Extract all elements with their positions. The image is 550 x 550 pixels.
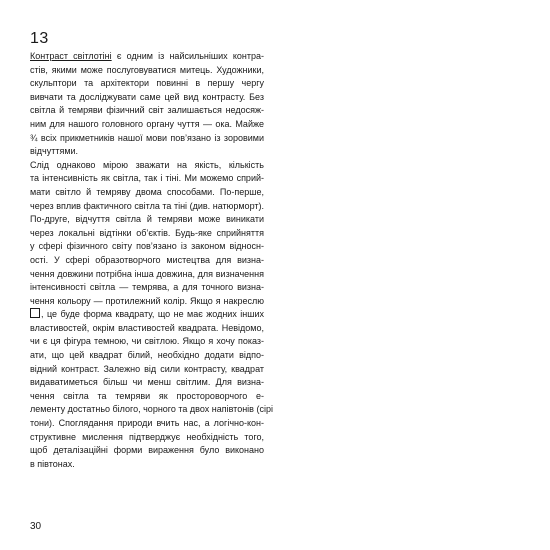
text-line: ати, що цей квадрат білий, необхідно додати відпо- xyxy=(30,350,264,361)
text-line: щоб деталізаційні форми вираження було виконано xyxy=(30,445,264,456)
text-line: Контраст світлотіні є одним із найсильніших контра- xyxy=(30,51,265,61)
text-line: вивчати та досліджувати саме цей вид контрасту. Без xyxy=(30,91,264,102)
text-line: властивостей, окрім властивостей квадрата. Невідомо, xyxy=(30,322,264,333)
text-line: структивне мислення підтверджує необхідність того, xyxy=(30,431,264,442)
text-line: чення довжини потрібна інша довжина, для визначення xyxy=(30,268,264,279)
text-line: інтенсивності світла — темрява, а для точного визна- xyxy=(30,282,264,293)
text-line: мати світло й темряву двома способами. По-перше, xyxy=(30,186,264,197)
chapter-number: 13 xyxy=(30,30,49,47)
text-line: видаватиметься більш чи менш світлим. Для визна- xyxy=(30,377,264,388)
page-number: 30 xyxy=(30,521,42,532)
text-line: відний контраст. Залежно від сили контрасту, квадрат xyxy=(30,363,264,374)
text-line: чи є ця фігура темною, чи світлою. Якщо я хочу показ- xyxy=(30,336,264,347)
square-icon xyxy=(30,308,40,318)
text-line: лементу достатньо білого, чорного та двох напівтонів (сірі xyxy=(30,404,273,415)
text-line: через локальні відтінки об’єктів. Будь-яке сприйняття xyxy=(30,227,264,238)
text-line: По-друге, відчуття світла й темряви може виникати xyxy=(30,214,264,225)
text-line: у сфері фізичного світу пов’язано із законом відносн- xyxy=(30,241,264,252)
text-line: , це буде форма квадрату, що не має жодних інших xyxy=(30,308,264,322)
text-line: тони). Споглядання природи вчить нас, а логічно-кон- xyxy=(30,418,264,429)
body-text xyxy=(30,50,273,471)
text-line: Слід однаково мірою зважати на якість, кількість xyxy=(30,159,264,170)
text-line: в півтонах. xyxy=(30,458,75,469)
text-line: стів, якими може послуговуватися митець. Художники, xyxy=(30,64,264,75)
text-line: скульптори та архітектори повинні в першу чергу xyxy=(30,78,264,89)
text-line: через вплив фактичного світла та тіні (див. натюрморт). xyxy=(30,200,264,211)
text-line: чення кольору — протилежний колір. Якщо я накреслю xyxy=(30,295,264,306)
text-line: ості. У сфері образотворчого мистецтва для визна- xyxy=(30,254,264,265)
text-line: та інтенсивність як світла, так і тіні. Ми можемо сприй- xyxy=(30,173,264,184)
text-line: ¾ всіх прикметників нашої мови пов’язано із зоровими xyxy=(30,132,264,143)
text-line: чення світла та темряви як простороворчого е- xyxy=(30,390,264,401)
text-line: світла й темряви фізичний світ залишається недосяж- xyxy=(30,105,264,116)
text-line: відчуттями. xyxy=(30,146,79,157)
underlined-term: Контраст світлотіні xyxy=(30,51,112,61)
text-line: ним для нашого головного органу чуття — ока. Майже xyxy=(30,118,264,129)
